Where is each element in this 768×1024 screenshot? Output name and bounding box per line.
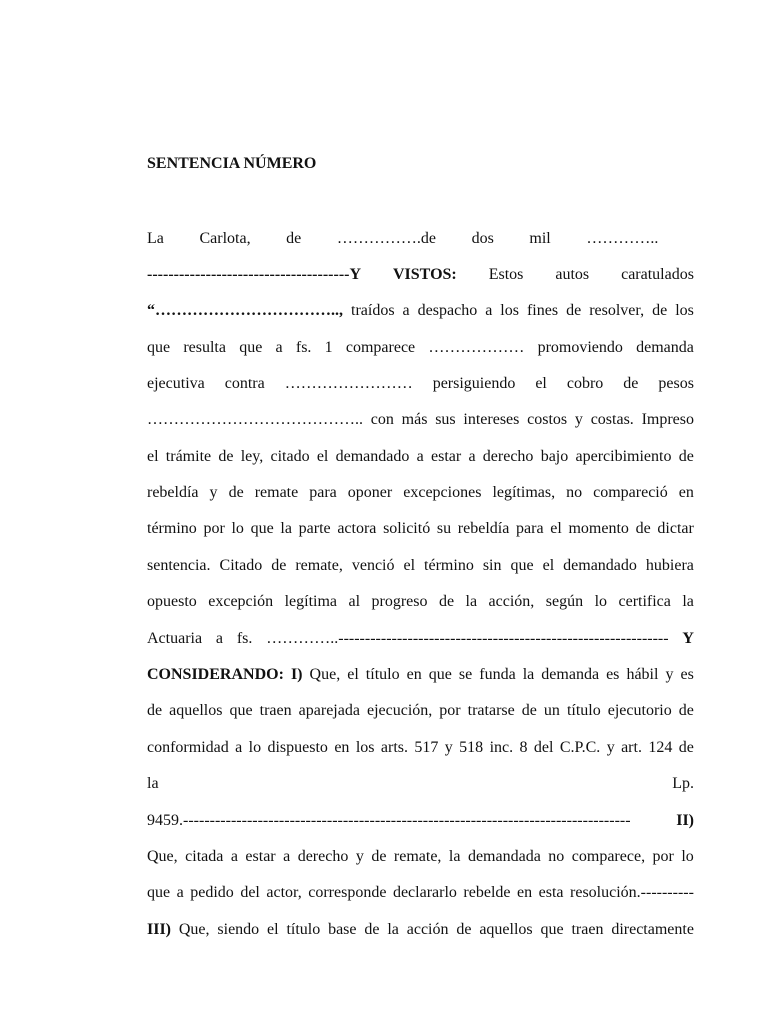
document-word: demandado [563,557,637,574]
document-line [147,919,694,941]
document-line [147,482,694,504]
document-word: 517 [414,739,439,756]
document-word: del [533,739,554,756]
document-word: y [574,411,583,428]
document-word: fs. [236,630,253,647]
document-line [147,373,694,395]
document-word: demanda [636,339,694,356]
document-line [147,810,694,832]
document-word: del [240,884,260,901]
document-word: de [147,702,163,719]
document-word: …………..-------------------------------------------------------------- [266,630,669,647]
document-word: y [209,484,218,501]
document-word: el [316,448,329,465]
document-word: declararlo [392,884,457,901]
document-word: título [286,921,321,938]
document-word: excepciones [403,484,482,501]
document-word: remate [254,484,299,501]
document-word: CONSIDERANDO: [147,666,284,683]
document-word: oponer [347,484,393,501]
document-line [147,628,694,650]
document-word: aparejada [298,702,360,719]
document-word: fs. [295,339,312,356]
document-word: en [406,666,422,683]
document-word: a [485,302,493,319]
document-word: rebeldía [457,520,510,537]
document-word: arts. [380,739,408,756]
document-word: de [364,921,380,938]
document-word: derecho [482,448,534,465]
document-word: caratulados [621,266,694,283]
document-word: promoviendo [537,339,623,356]
document-word: de [678,702,694,719]
document-word: hubiera [645,557,694,574]
document-line [147,300,694,322]
document-word: de [566,302,582,319]
document-word: derecho [297,848,349,865]
document-word: la [280,520,292,537]
document-word: que [147,339,171,356]
document-word: el [347,666,359,683]
document-word: ……………… [428,339,525,356]
document-word: a [275,339,283,356]
document-word: funda [479,666,516,683]
document-word: directamente [611,921,694,938]
document-word: trámite [165,448,212,465]
document-word: hábil [626,666,659,683]
document-word: más [401,411,428,428]
document-word: conformidad [147,739,229,756]
document-word: traen [571,921,604,938]
document-word: sentencia. [147,557,211,574]
document-word: …………….de [336,230,436,247]
document-word: aquellos [479,921,533,938]
document-word: remate, [295,557,343,574]
document-word: citada [185,848,224,865]
document-word: y [355,848,364,865]
document-word: dictar [657,520,694,537]
document-word: acción, [488,593,535,610]
document-word: de [271,557,287,574]
document-word: comparece, [571,848,646,865]
document-word: que [510,557,534,574]
document-word: VISTOS: [393,266,457,283]
document-word: costos [527,411,568,428]
document-line [147,228,694,250]
document-word: Citado [219,557,263,574]
document-word: un [543,702,560,719]
document-line [147,409,694,431]
document-line [147,664,694,686]
document-word: a [176,884,184,901]
document-word: de [456,921,472,938]
document-word: intereses [463,411,520,428]
document-word: Que, [178,921,210,938]
document-word: fines [526,302,559,319]
document-word: de [228,484,244,501]
document-word: lo [248,739,262,756]
document-word: I) [290,666,303,683]
document-word: título [566,702,601,719]
document-word: de [438,593,455,610]
document-line [147,846,694,868]
document-line [147,700,694,722]
document-word: a [416,448,424,465]
document-word: siendo [217,921,260,938]
document-word: 1 [324,339,333,356]
document-word: parte [298,520,331,537]
document-word: y [444,739,453,756]
document-word: sus [435,411,456,428]
document-word: pesos [658,375,694,392]
document-word: a [468,448,476,465]
document-word: esta [538,884,564,901]
document-word: rebeldía [147,484,199,501]
document-word: y [665,666,674,683]
document-word: rebelde [463,884,511,901]
document-line [147,882,694,904]
document-word: cobro [566,375,604,392]
document-word: --------------------------------------Y [147,266,362,283]
document-word: los [355,739,375,756]
document-word: ………….. [586,230,659,247]
document-word: resulta [183,339,226,356]
document-word: actora [337,520,377,537]
document-word: Que, [309,666,341,683]
document-word: la [522,666,535,683]
document-word: en [517,884,533,901]
document-word: solicitó [383,520,431,537]
document-word: base [328,921,357,938]
document-word: 9459.------------------------------------------------------------------------------------ [147,812,631,829]
document-word: 518 [459,739,484,756]
document-word: con [370,411,394,428]
document-word: ley, [240,448,264,465]
document-word: a [235,739,243,756]
document-word: dispuesto [267,739,328,756]
document-word: lo [594,593,608,610]
document-word: el [535,375,547,392]
document-word: a [215,630,224,647]
document-word: que [229,702,253,719]
document-word: de [652,302,668,319]
document-line [147,446,694,468]
document-word: lo [681,848,694,865]
document-word: art. [621,739,642,756]
document-word: lo [231,520,244,537]
document-word: C.P.C. [559,739,601,756]
document-word: de [218,448,234,465]
document-word: Que, [147,848,178,865]
document-word: de [623,375,639,392]
document-word: traídos [351,302,395,319]
document-word: demandado [335,448,410,465]
document-word: citado [270,448,310,465]
document-word: traen [259,702,292,719]
document-word: de [678,739,694,756]
document-word: legítimas, [492,484,556,501]
document-word: persiguiendo [432,375,516,392]
document-word: resolución.---------- [570,884,694,901]
document-word: Carlota, [199,230,251,247]
document-word: los [500,302,519,319]
document-word: por [203,520,225,537]
document-word: la [448,848,461,865]
document-word: que [239,339,263,356]
document-word: que [147,884,171,901]
document-word: inc. [489,739,514,756]
document-word: en [334,739,350,756]
document-word: al [348,593,361,610]
document-word: que [250,520,274,537]
document-word: Impreso [641,411,694,428]
document-word: la [682,593,694,610]
document-word: de [678,448,694,465]
document-word: contra [224,375,265,392]
document-word: a [283,848,291,865]
document-word: la [465,593,478,610]
document-word: Actuaria [147,630,203,647]
document-word: La [147,230,164,247]
document-word: opuesto [147,593,197,610]
document-word: para [309,484,337,501]
document-word: el [147,448,159,465]
document-word: término [424,557,474,574]
document-line [147,773,694,795]
document-word: el [542,557,555,574]
document-word: resolver, [589,302,645,319]
document-word: título [365,666,400,683]
document-word: tratarse [467,702,515,719]
document-word: ejecución, [366,702,433,719]
document-word: excepción [208,593,274,610]
document-word: costas. [590,411,634,428]
document-word: por [652,848,674,865]
document-word: legítima [284,593,338,610]
document-word: por [439,702,461,719]
document-line [147,264,694,286]
document-word: venció [351,557,395,574]
document-word: actor, [266,884,302,901]
document-word: su [436,520,452,537]
document-word: la [387,921,399,938]
document-word: Estos [488,266,524,283]
document-word: ejecutorio [607,702,672,719]
document-word: II) [676,812,694,829]
document-word: bajo [540,448,569,465]
document-word: ejecutiva [147,375,205,392]
document-word: la [147,775,159,792]
document-word: estar [430,448,462,465]
document-line [147,591,694,613]
document-word: pedido [190,884,234,901]
document-word: …………………… [284,375,413,392]
document-word: el [267,921,279,938]
document-word: acción [406,921,449,938]
document-word: de [286,230,302,247]
document-word: a [402,302,410,319]
document-word: es [680,666,694,683]
document-word: es [606,666,620,683]
document-word: momento [568,520,629,537]
document-word: el [550,520,562,537]
document-word: Lp. [672,775,694,792]
document-word: de [371,848,387,865]
document-word: demanda [541,666,600,683]
document-word: “…………………………….., [147,302,343,319]
document-word: no [566,484,583,501]
document-word: corresponde [308,884,387,901]
document-word: progreso [371,593,428,610]
document-word: III) [147,921,172,938]
document-word: aquellos [169,702,223,719]
document-word: en [678,484,694,501]
document-word: de [521,702,537,719]
document-word: dos [471,230,494,247]
document-line [147,737,694,759]
document-word: autos [555,266,590,283]
document-word: de [635,520,651,537]
document-word: certifica [618,593,671,610]
document-word: término [147,520,197,537]
document-word: mil [529,230,551,247]
document-word: y [606,739,615,756]
document-word: el [403,557,416,574]
document-word: según [545,593,584,610]
document-word: estar [245,848,276,865]
document-line [147,518,694,540]
document-word: que [428,666,452,683]
document-word: para [516,520,544,537]
document-title: SENTENCIA NÚMERO [147,155,317,172]
document-word: los [675,302,694,319]
document-word: despacho [417,302,478,319]
document-word: compareció [593,484,668,501]
document-word: Y [682,630,694,647]
document-word: se [458,666,473,683]
document-word: comparece [345,339,416,356]
document-word: sin [482,557,502,574]
document-word: remate, [393,848,442,865]
document-word: ………………………………….. [147,411,363,428]
document-word: que [540,921,564,938]
document-word: 124 [648,739,673,756]
document-word: apercibimiento [575,448,672,465]
document-word: demandada [467,848,541,865]
document-word: 8 [519,739,528,756]
document-word: no [548,848,565,865]
document-word: a [230,848,238,865]
document-line [147,337,694,359]
document-line [147,555,694,577]
